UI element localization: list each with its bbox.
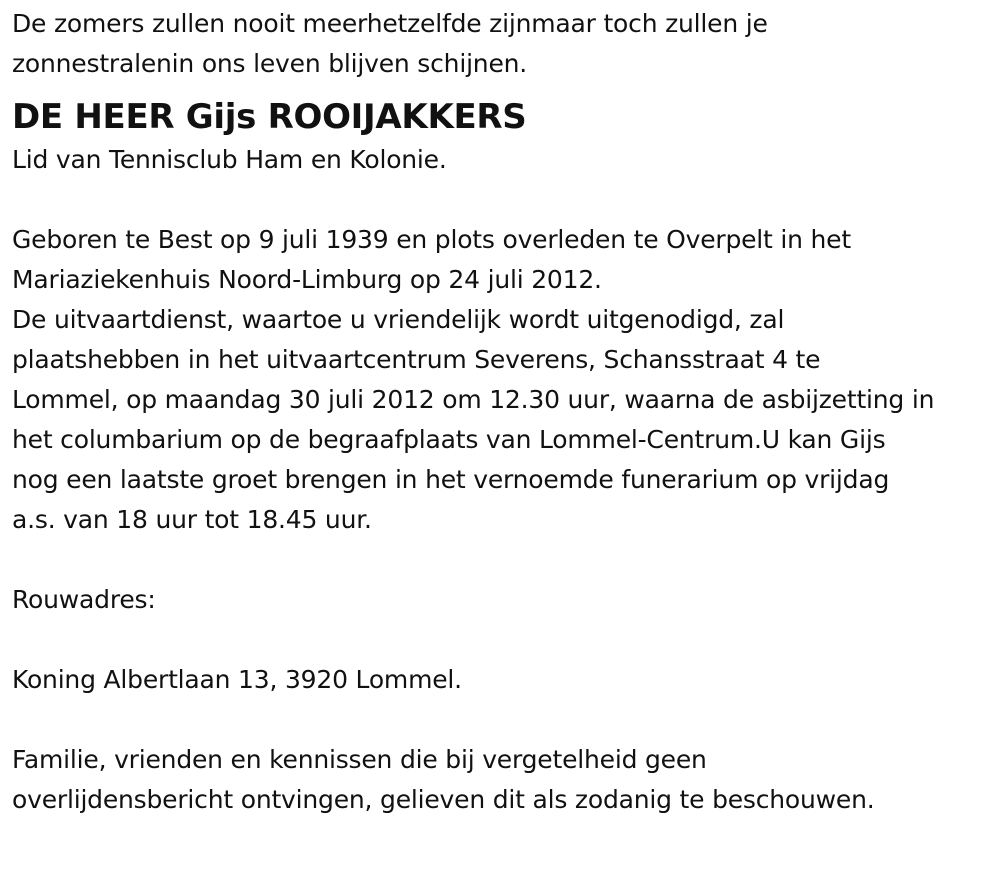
motto-line-2: zonnestralenin ons leven blijven schijnen. — [12, 49, 528, 78]
body-line-1: Geboren te Best op 9 juli 1939 en plots overleden te Overpelt in het — [12, 225, 851, 254]
paragraph-spacer — [12, 700, 997, 740]
paragraph-spacer — [12, 180, 997, 220]
body-line-4: plaatshebben in het uitvaartcentrum Severens, Schansstraat 4 te — [12, 345, 821, 374]
body-line-3: De uitvaartdienst, waartoe u vriendelijk wordt uitgenodigd, zal — [12, 305, 785, 334]
body-line-6: het columbarium op de begraafplaats van Lommel-Centrum.U kan Gijs — [12, 425, 886, 454]
membership-text: Lid van Tennisclub Ham en Kolonie. — [12, 145, 447, 174]
body-line-2: Mariaziekenhuis Noord-Limburg op 24 juli 2012. — [12, 265, 602, 294]
closing-line-1: Familie, vrienden en kennissen die bij vergetelheid geen — [12, 745, 707, 774]
obituary-document — [12, 0, 997, 820]
paragraph-spacer — [12, 540, 997, 580]
body-line-7: nog een laatste groet brengen in het vernoemde funerarium op vrijdag — [12, 465, 890, 494]
deceased-name-heading: DE HEER Gijs ROOIJAKKERS — [12, 97, 527, 137]
body-line-8: a.s. van 18 uur tot 18.45 uur. — [12, 505, 372, 534]
address-label: Rouwadres: — [12, 585, 156, 614]
motto-line-1: De zomers zullen nooit meerhetzelfde zijnmaar toch zullen je — [12, 9, 768, 38]
paragraph-spacer — [12, 620, 997, 660]
address-value: Koning Albertlaan 13, 3920 Lommel. — [12, 665, 462, 694]
body-line-5: Lommel, op maandag 30 juli 2012 om 12.30 uur, waarna de asbijzetting in — [12, 385, 935, 414]
closing-line-2: overlijdensbericht ontvingen, gelieven dit als zodanig te beschouwen. — [12, 785, 875, 814]
